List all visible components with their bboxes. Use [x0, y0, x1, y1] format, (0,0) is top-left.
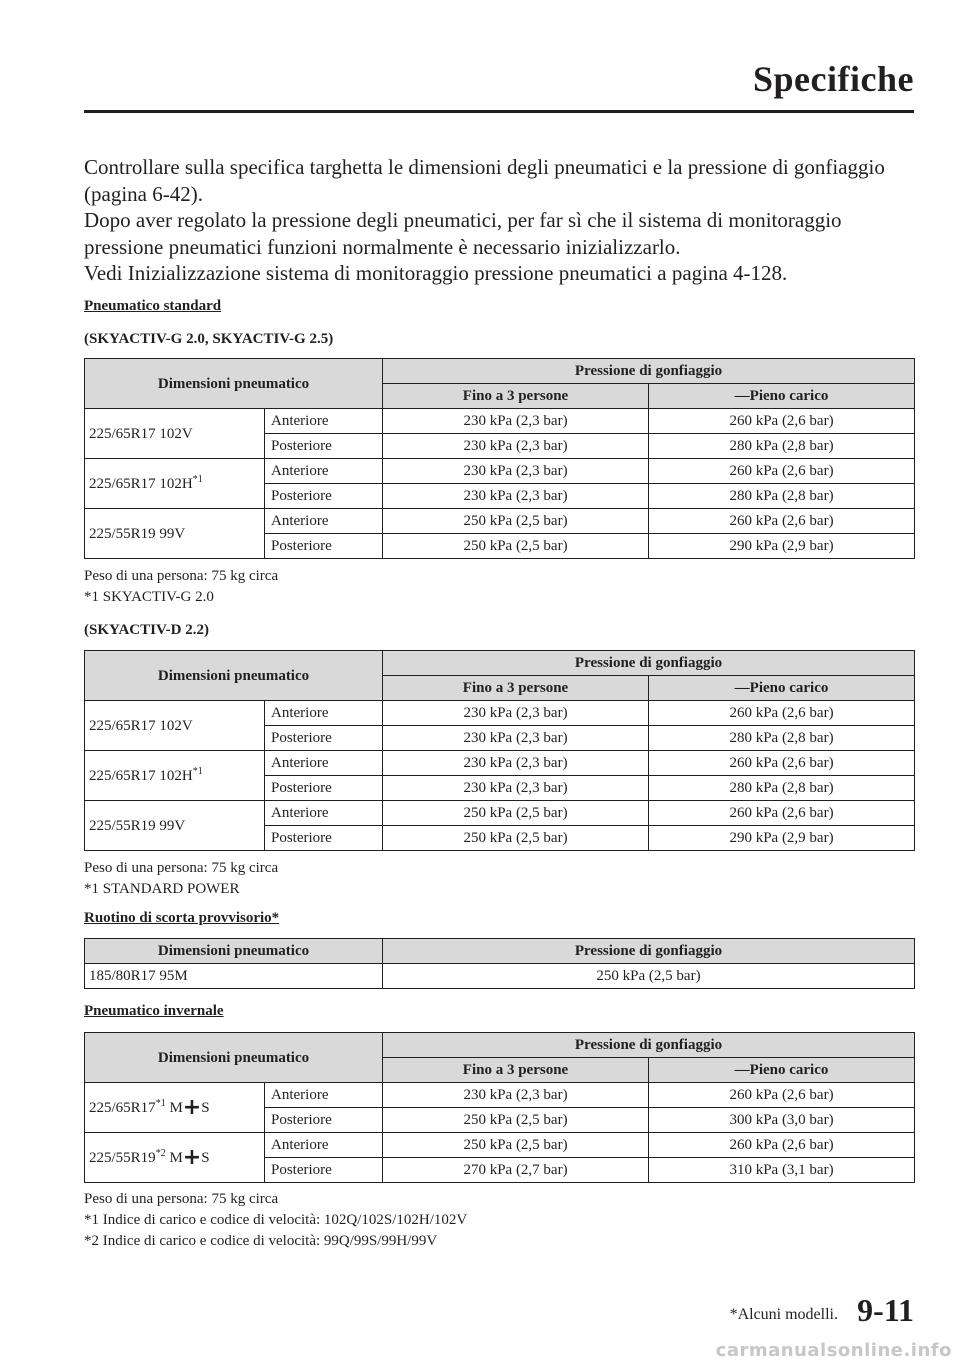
tire-size: 185/80R17 95M — [85, 964, 383, 989]
col-header-dimensions: Dimensioni pneumatico — [85, 1033, 383, 1083]
axle-rear: Posteriore — [265, 1108, 383, 1133]
col-header-dimensions: Dimensioni pneumatico — [85, 651, 383, 701]
pressure-full-load: 300 kPa (3,0 bar) — [649, 1108, 915, 1133]
axle-rear: Posteriore — [265, 484, 383, 509]
axle-front: Anteriore — [265, 409, 383, 434]
pressure-full-load: 260 kPa (2,6 bar) — [649, 751, 915, 776]
petrol-notes — [84, 566, 278, 608]
pressure-up-to-3: 250 kPa (2,5 bar) — [383, 509, 649, 534]
pressure-up-to-3: 230 kPa (2,3 bar) — [383, 459, 649, 484]
axle-front: Anteriore — [265, 1133, 383, 1158]
pressure-up-to-3: 250 kPa (2,5 bar) — [383, 801, 649, 826]
axle-front: Anteriore — [265, 509, 383, 534]
pressure-full-load: 280 kPa (2,8 bar) — [649, 484, 915, 509]
section-heading-standard: Pneumatico standard — [84, 298, 222, 314]
note-footnote-2: *2 Indice di carico e codice di velocità: 99Q/99S/99H/99V — [84, 1233, 438, 1249]
plus-icon: + — [182, 1094, 202, 1120]
diesel-notes — [84, 858, 278, 900]
pressure-full-load: 290 kPa (2,9 bar) — [649, 534, 915, 559]
axle-front: Anteriore — [265, 459, 383, 484]
pressure-full-load: 260 kPa (2,6 bar) — [649, 459, 915, 484]
col-header-up-to-3: Fino a 3 persone — [383, 1058, 649, 1083]
subheading-petrol: (SKYACTIV-G 2.0, SKYACTIV-G 2.5) — [84, 331, 334, 347]
table-row — [85, 801, 915, 826]
axle-front: Anteriore — [265, 701, 383, 726]
tire-size: 225/55R19$^{*2}$ M+S — [85, 1133, 265, 1183]
page-title: Specifiche — [753, 59, 914, 99]
note-weight: Peso di una persona: 75 kg circa — [84, 860, 279, 876]
note-weight: Peso di una persona: 75 kg circa — [84, 568, 279, 584]
axle-rear: Posteriore — [265, 534, 383, 559]
table-row — [85, 1133, 915, 1158]
tire-size: 225/65R17 $102H^{*1}$ — [85, 751, 265, 801]
subheading-diesel: (SKYACTIV-D 2.2) — [84, 622, 210, 638]
axle-rear: Posteriore — [265, 826, 383, 851]
pressure-up-to-3: 250 kPa (2,5 bar) — [383, 534, 649, 559]
tire-size: 225/65R17$^{*1}$ M+S — [85, 1083, 265, 1133]
intro-paragraph-3: Vedi Inizializzazione sistema di monitoraggio pressione pneumatici a pagina 4-128. — [84, 261, 788, 285]
axle-rear: Posteriore — [265, 776, 383, 801]
pressure-full-load: 260 kPa (2,6 bar) — [649, 1083, 915, 1108]
pressure-up-to-3: 250 kPa (2,5 bar) — [383, 1133, 649, 1158]
pressure-full-load: 260 kPa (2,6 bar) — [649, 509, 915, 534]
col-header-dimensions: Dimensioni pneumatico — [85, 359, 383, 409]
pressure-full-load: 280 kPa (2,8 bar) — [649, 726, 915, 751]
col-header-full-load: —Pieno carico — [649, 384, 915, 409]
tire-size: 225/55R19 99V — [85, 801, 265, 851]
winter-notes — [84, 1189, 467, 1252]
pressure-up-to-3: 230 kPa (2,3 bar) — [383, 1083, 649, 1108]
tire-size: 225/65R17 102V — [85, 701, 265, 751]
petrol-tire-table — [84, 358, 915, 559]
plus-icon: + — [182, 1144, 202, 1170]
tire-size: 225/65R17 102V — [85, 409, 265, 459]
intro-paragraph-1: Controllare sulla specifica targhetta le dimensioni degli pneumatici e la pressione di gonfiaggio (pagina 6-42). — [84, 155, 885, 206]
axle-front: Anteriore — [265, 801, 383, 826]
axle-rear: Posteriore — [265, 434, 383, 459]
table-row — [85, 751, 915, 776]
note-footnote-1: *1 STANDARD POWER — [84, 881, 240, 897]
col-header-pressure: Pressione di gonfiaggio — [383, 651, 915, 676]
col-header-full-load: —Pieno carico — [649, 676, 915, 701]
watermark: carmanualsonline.info — [715, 1340, 952, 1361]
col-header-full-load: —Pieno carico — [649, 1058, 915, 1083]
col-header-dimensions: Dimensioni pneumatico — [85, 939, 383, 964]
axle-front: Anteriore — [265, 1083, 383, 1108]
axle-front: Anteriore — [265, 751, 383, 776]
pressure-up-to-3: 250 kPa (2,5 bar) — [383, 826, 649, 851]
footer-note: *Alcuni modelli. — [729, 1306, 838, 1323]
pressure-up-to-3: 230 kPa (2,3 bar) — [383, 726, 649, 751]
pressure-up-to-3: 230 kPa (2,3 bar) — [383, 776, 649, 801]
pressure-value: 250 kPa (2,5 bar) — [383, 964, 915, 989]
note-footnote-1: *1 Indice di carico e codice di velocità: 102Q/102S/102H/102V — [84, 1212, 468, 1228]
col-header-up-to-3: Fino a 3 persone — [383, 676, 649, 701]
pressure-up-to-3: 230 kPa (2,3 bar) — [383, 701, 649, 726]
pressure-full-load: 290 kPa (2,9 bar) — [649, 826, 915, 851]
note-weight: Peso di una persona: 75 kg circa — [84, 1191, 279, 1207]
pressure-full-load: 260 kPa (2,6 bar) — [649, 801, 915, 826]
spare-tire-table — [84, 938, 915, 989]
table-row — [85, 509, 915, 534]
pressure-full-load: 260 kPa (2,6 bar) — [649, 701, 915, 726]
header-rule — [84, 110, 914, 113]
diesel-tire-table — [84, 650, 915, 851]
section-heading-spare: Ruotino di scorta provvisorio* — [84, 910, 280, 926]
pressure-up-to-3: 230 kPa (2,3 bar) — [383, 484, 649, 509]
tire-size: 225/55R19 99V — [85, 509, 265, 559]
table-row — [85, 964, 915, 989]
col-header-pressure: Pressione di gonfiaggio — [383, 939, 915, 964]
col-header-pressure: Pressione di gonfiaggio — [383, 359, 915, 384]
axle-rear: Posteriore — [265, 726, 383, 751]
pressure-up-to-3: 230 kPa (2,3 bar) — [383, 751, 649, 776]
intro-paragraph-2: Dopo aver regolato la pressione degli pneumatici, per far sì che il sistema di monitoraggio pressione pneumatici funzioni normalmente è necessario inizializzarlo. — [84, 208, 842, 259]
pressure-up-to-3: 270 kPa (2,7 bar) — [383, 1158, 649, 1183]
pressure-full-load: 260 kPa (2,6 bar) — [649, 409, 915, 434]
pressure-full-load: 280 kPa (2,8 bar) — [649, 434, 915, 459]
intro-text — [84, 154, 924, 287]
axle-rear: Posteriore — [265, 1158, 383, 1183]
col-header-pressure: Pressione di gonfiaggio — [383, 1033, 915, 1058]
table-row — [85, 1083, 915, 1108]
pressure-full-load: 280 kPa (2,8 bar) — [649, 776, 915, 801]
note-footnote-1: *1 SKYACTIV-G 2.0 — [84, 589, 214, 605]
tire-size: 225/65R17 $102H^{*1}$ — [85, 459, 265, 509]
pressure-full-load: 310 kPa (3,1 bar) — [649, 1158, 915, 1183]
table-row — [85, 409, 915, 434]
table-row — [85, 459, 915, 484]
page-number: 9-11 — [857, 1292, 914, 1328]
pressure-up-to-3: 230 kPa (2,3 bar) — [383, 434, 649, 459]
winter-tire-table — [84, 1032, 915, 1183]
pressure-up-to-3: 250 kPa (2,5 bar) — [383, 1108, 649, 1133]
table-row — [85, 701, 915, 726]
section-heading-winter: Pneumatico invernale — [84, 1003, 224, 1019]
pressure-full-load: 260 kPa (2,6 bar) — [649, 1133, 915, 1158]
col-header-up-to-3: Fino a 3 persone — [383, 384, 649, 409]
pressure-up-to-3: 230 kPa (2,3 bar) — [383, 409, 649, 434]
